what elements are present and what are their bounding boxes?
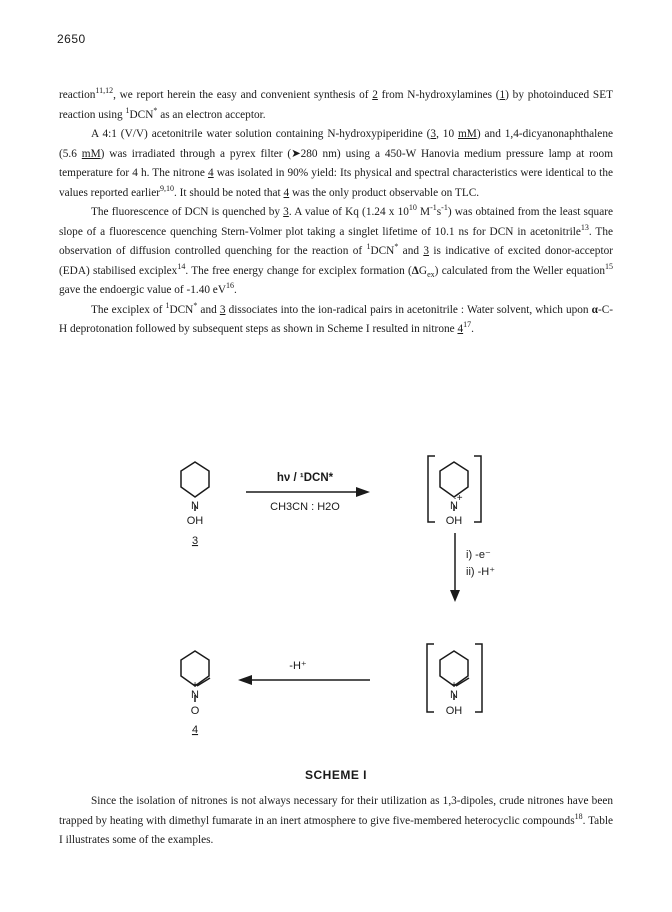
- oxygen-4: O: [190, 705, 200, 717]
- scheme-title: SCHEME I: [304, 768, 367, 782]
- arrow-1-top-label: hν / ¹DCN*: [276, 472, 334, 484]
- step-i-label: i) -e⁻: [466, 549, 491, 561]
- bracket-left-2: [427, 644, 434, 712]
- paragraph-2: A 4:1 (V/V) acetonitrile water solution containing N-hydroxypiperidine (3, 10 mM) and 1,4-dicyanonaphthalene (5.6 mM) was irradiated through a pyrex filter (➤280 nm) using a 450-W Hanovia medium pressure lamp at room temperature for 4 h. The nitrone 4 was isolated in 90% yield: Its physical and spectral characteristics were identical to the values reported earlier$^{9,10}$. It should be noted that 4 was the only product observable on TLC.: [59, 128, 613, 199]
- atom-n-4: N: [191, 689, 199, 701]
- arrow-1-bottom-label: CH3CN : H2O: [270, 501, 340, 513]
- paragraph-1: reaction$^{11,12}$, we report herein the easy and convenient synthesis of 2 from N-hydroxylamines (1) by photoinduced SET reaction using $^1$DCN* as an electron acceptor.: [59, 86, 614, 121]
- arrow-2-head: [450, 590, 460, 602]
- hydroxyl-iminium: OH: [445, 705, 463, 717]
- compound-label-4: 4: [191, 724, 199, 736]
- plus-sign-iminium: +: [451, 680, 457, 691]
- paragraph-3: The fluorescence of DCN is quenched by 3. A value of Kq (1.24 x $10^{10}$ $M^{-1}s^{-1}$) was obtained from the least square slope of a fluorescence quenching Stern-Volmer plot taking a singlet lifetime of 10.1 ns for DCN in acetonitrile$^{13}$. The observation of diffusion controlled quenching for the reaction of $^1$DCN* and 3 is indicative of excited donor-acceptor (EDA) stabilised exciplex$^{14}$. The free energy change for exciplex formation $(\Delta G_{ex})$ calculated from the Weller equation$^{15}$ gave the endoergic value of -1.40 $eV^{16}$.: [59, 203, 614, 296]
- bracket-right-2: [475, 644, 482, 712]
- bracket-left-1: [428, 456, 435, 522]
- paragraph-4: The exciplex of $^1$DCN* and 3 dissociates into the ion-radical pairs in acetonitrile : Water solvent, which upon α-C-H deprotonation followed by subsequent steps as shown in Scheme I resulted in nitrone $4^{17}$.: [59, 300, 613, 335]
- plus-sign-nitrone: +: [192, 680, 198, 691]
- compound-label-3: 3: [191, 535, 199, 547]
- arrow-3-label: -H⁺: [289, 660, 307, 672]
- bracket-right-1: [474, 456, 481, 522]
- step-ii-label: ii) -H⁺: [466, 566, 496, 578]
- arrow-3-head: [238, 675, 252, 685]
- hydroxyl-radical: OH: [445, 515, 463, 527]
- piperidine-ring-3: [181, 462, 209, 497]
- page-number: 2650: [57, 32, 86, 46]
- atom-n-iminium: N: [450, 689, 458, 701]
- radical-cation-sign: ·+: [453, 493, 463, 504]
- body-text-bottom: [59, 792, 613, 851]
- atom-n-radical: N: [450, 500, 458, 512]
- atom-n-3: N: [191, 500, 199, 512]
- paragraph-5: Since the isolation of nitrones is not always necessary for their utilization as 1,3-dipoles, crude nitrones have been trapped by heating with dimethyl fumarate in an inert atmosphere to give five-membered heterocyclic compounds$^{18}$. Table I illustrates some of the examples.: [59, 795, 614, 846]
- piperidine-ring-radical-cation: [440, 462, 468, 497]
- hydroxyl-3: OH: [186, 515, 204, 527]
- arrow-1-head: [356, 487, 370, 497]
